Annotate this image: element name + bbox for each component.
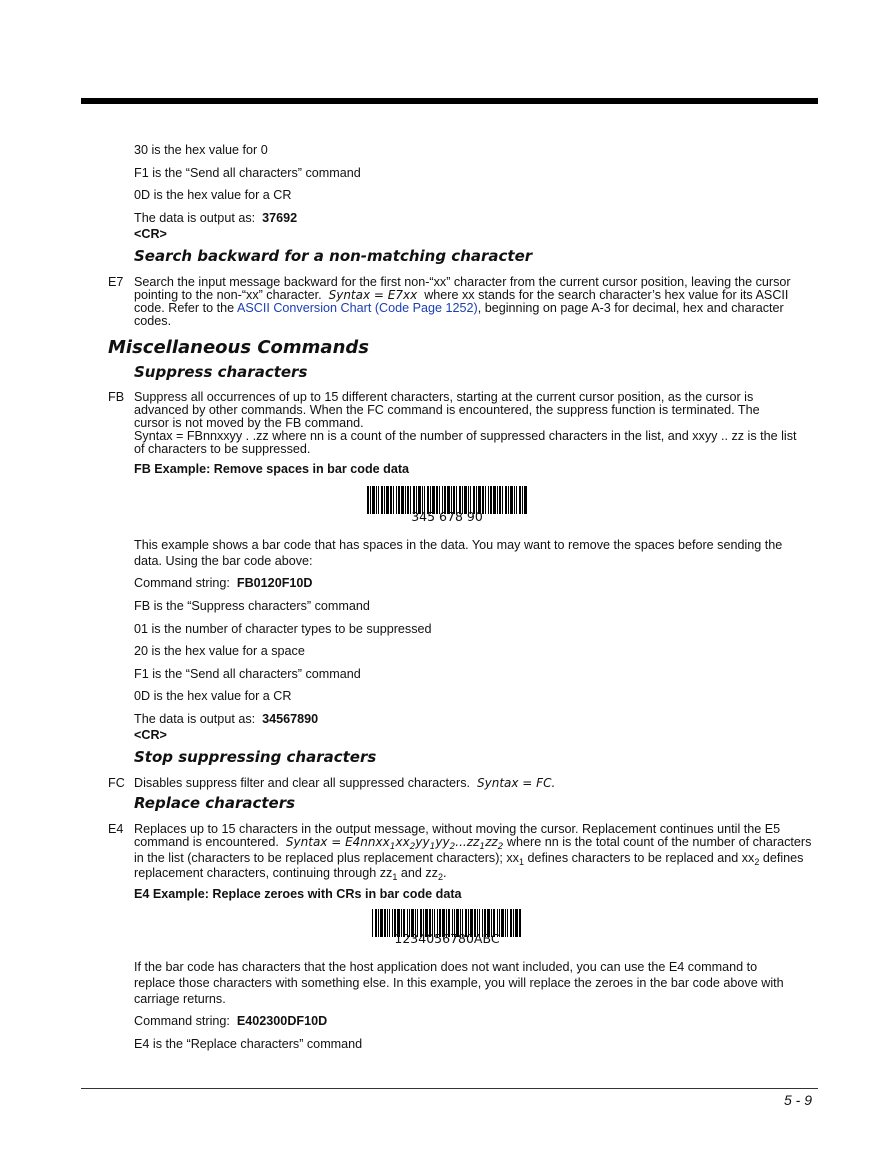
barcode-caption: 1234056780ABC (394, 931, 500, 946)
text-line: Replaces up to 15 characters in the output message, without moving the cursor. Replacement continues until the E5 (134, 822, 781, 836)
output-cr: <CR> (134, 728, 167, 742)
text-line: FB is the “Suppress characters” command (134, 599, 370, 613)
page-number: 5 - 9 (783, 1092, 812, 1108)
text-line: 20 is the hex value for a space (134, 644, 305, 658)
command-code: E4 (108, 822, 124, 836)
chapter-heading: Miscellaneous Commands (108, 337, 369, 358)
text-line: 0D is the hex value for a CR (134, 188, 292, 202)
text-line: replacement characters, continuing through $zz_1$ and $zz_2$. (134, 866, 447, 882)
text-line: Syntax = FBnnxxyy . .zz where nn is a count of the number of suppressed characters in the list, and xxyy .. zz is the list (134, 429, 797, 443)
output-value: 37692 (262, 211, 298, 225)
command-code: FC (108, 776, 125, 790)
command-string-line: Command string: FB0120F10D (134, 576, 313, 590)
section-heading: Suppress characters (134, 363, 308, 381)
text-line: This example shows a bar code that has spaces in the data. You may want to remove the spaces before sending the (134, 538, 783, 552)
text-line: carriage returns. (134, 992, 226, 1006)
text-line: 0D is the hex value for a CR (134, 689, 292, 703)
text-line: F1 is the “Send all characters” command (134, 667, 361, 681)
command-code: E7 (108, 275, 124, 289)
command-string-value: FB0120F10D (236, 576, 313, 590)
text-line: code. Refer to the ASCII Conversion Chart (Code Page 1252), beginning on page A-3 for decimal, hex and character (134, 301, 784, 315)
command-code: FB (108, 390, 125, 404)
text-line: 01 is the number of character types to be suppressed (134, 622, 432, 636)
text-line: Disables suppress filter and clear all suppressed characters. Syntax = FC. (134, 776, 556, 790)
output-line (134, 211, 297, 225)
text-line: Suppress all occurrences of up to 15 different characters, starting at the current cursor position, as the cursor is (134, 390, 754, 404)
text-line: data. Using the bar code above: (134, 554, 313, 568)
text-line: cursor is not moved by the FB command. (134, 416, 364, 430)
output-value: 34567890 (262, 712, 319, 726)
text-line: If the bar code has characters that the host application does not want included, you can use the E4 command to (134, 960, 758, 974)
text-line: pointing to the non-“xx” character. Syntax = E7xx where xx stands for the search character’s hex value for its ASCII (134, 288, 789, 302)
text-line: 30 is the hex value for 0 (134, 143, 268, 157)
text-line: E4 is the “Replace characters” command (134, 1037, 363, 1051)
ascii-chart-link[interactable]: ASCII Conversion Chart (Code Page 1252) (236, 301, 478, 315)
example-title: E4 Example: Replace zeroes with CRs in bar code data (134, 887, 462, 901)
text-line: advanced by other commands. When the FC command is encountered, the suppress function is terminated. The (134, 403, 760, 417)
output-cr: <CR> (134, 227, 167, 241)
syntax-text: Syntax = E7xx (328, 288, 418, 302)
header-rule (81, 98, 818, 104)
example-title: FB Example: Remove spaces in bar code data (134, 462, 410, 476)
section-heading: Replace characters (134, 794, 296, 812)
command-string-line: Command string: E402300DF10D (134, 1014, 328, 1028)
footer-rule (81, 1088, 818, 1089)
text-line: F1 is the “Send all characters” command (134, 166, 361, 180)
text-line: replace those characters with something else. In this example, you will replace the zeroes in the bar code above with (134, 976, 784, 990)
text-line: in the list (characters to be replaced plus replacement characters); $xx_1$ defines characters to be replaced and $xx_2$ defines (134, 851, 804, 867)
command-string-value: E402300DF10D (236, 1014, 328, 1028)
section-heading: Search backward for a non-matching character (134, 247, 533, 265)
syntax-text: Syntax = FC. (477, 776, 556, 790)
section-heading: Stop suppressing characters (134, 748, 377, 766)
output-line: The data is output as: 34567890 (134, 712, 319, 726)
text-line: command is encountered. Syntax = $E4nnxx_1xx_2yy_1yy_2...zz_1zz_2$ where nn is the total count of the number of characters (134, 835, 812, 852)
text-line: of characters to be suppressed. (134, 442, 311, 456)
output-label: The data is output as: (134, 211, 256, 225)
barcode-caption: 345 678 90 (411, 509, 483, 524)
text-line: Search the input message backward for the first non-“xx” character from the current cursor position, leaving the cursor (134, 275, 791, 289)
text-line: codes. (134, 314, 172, 328)
